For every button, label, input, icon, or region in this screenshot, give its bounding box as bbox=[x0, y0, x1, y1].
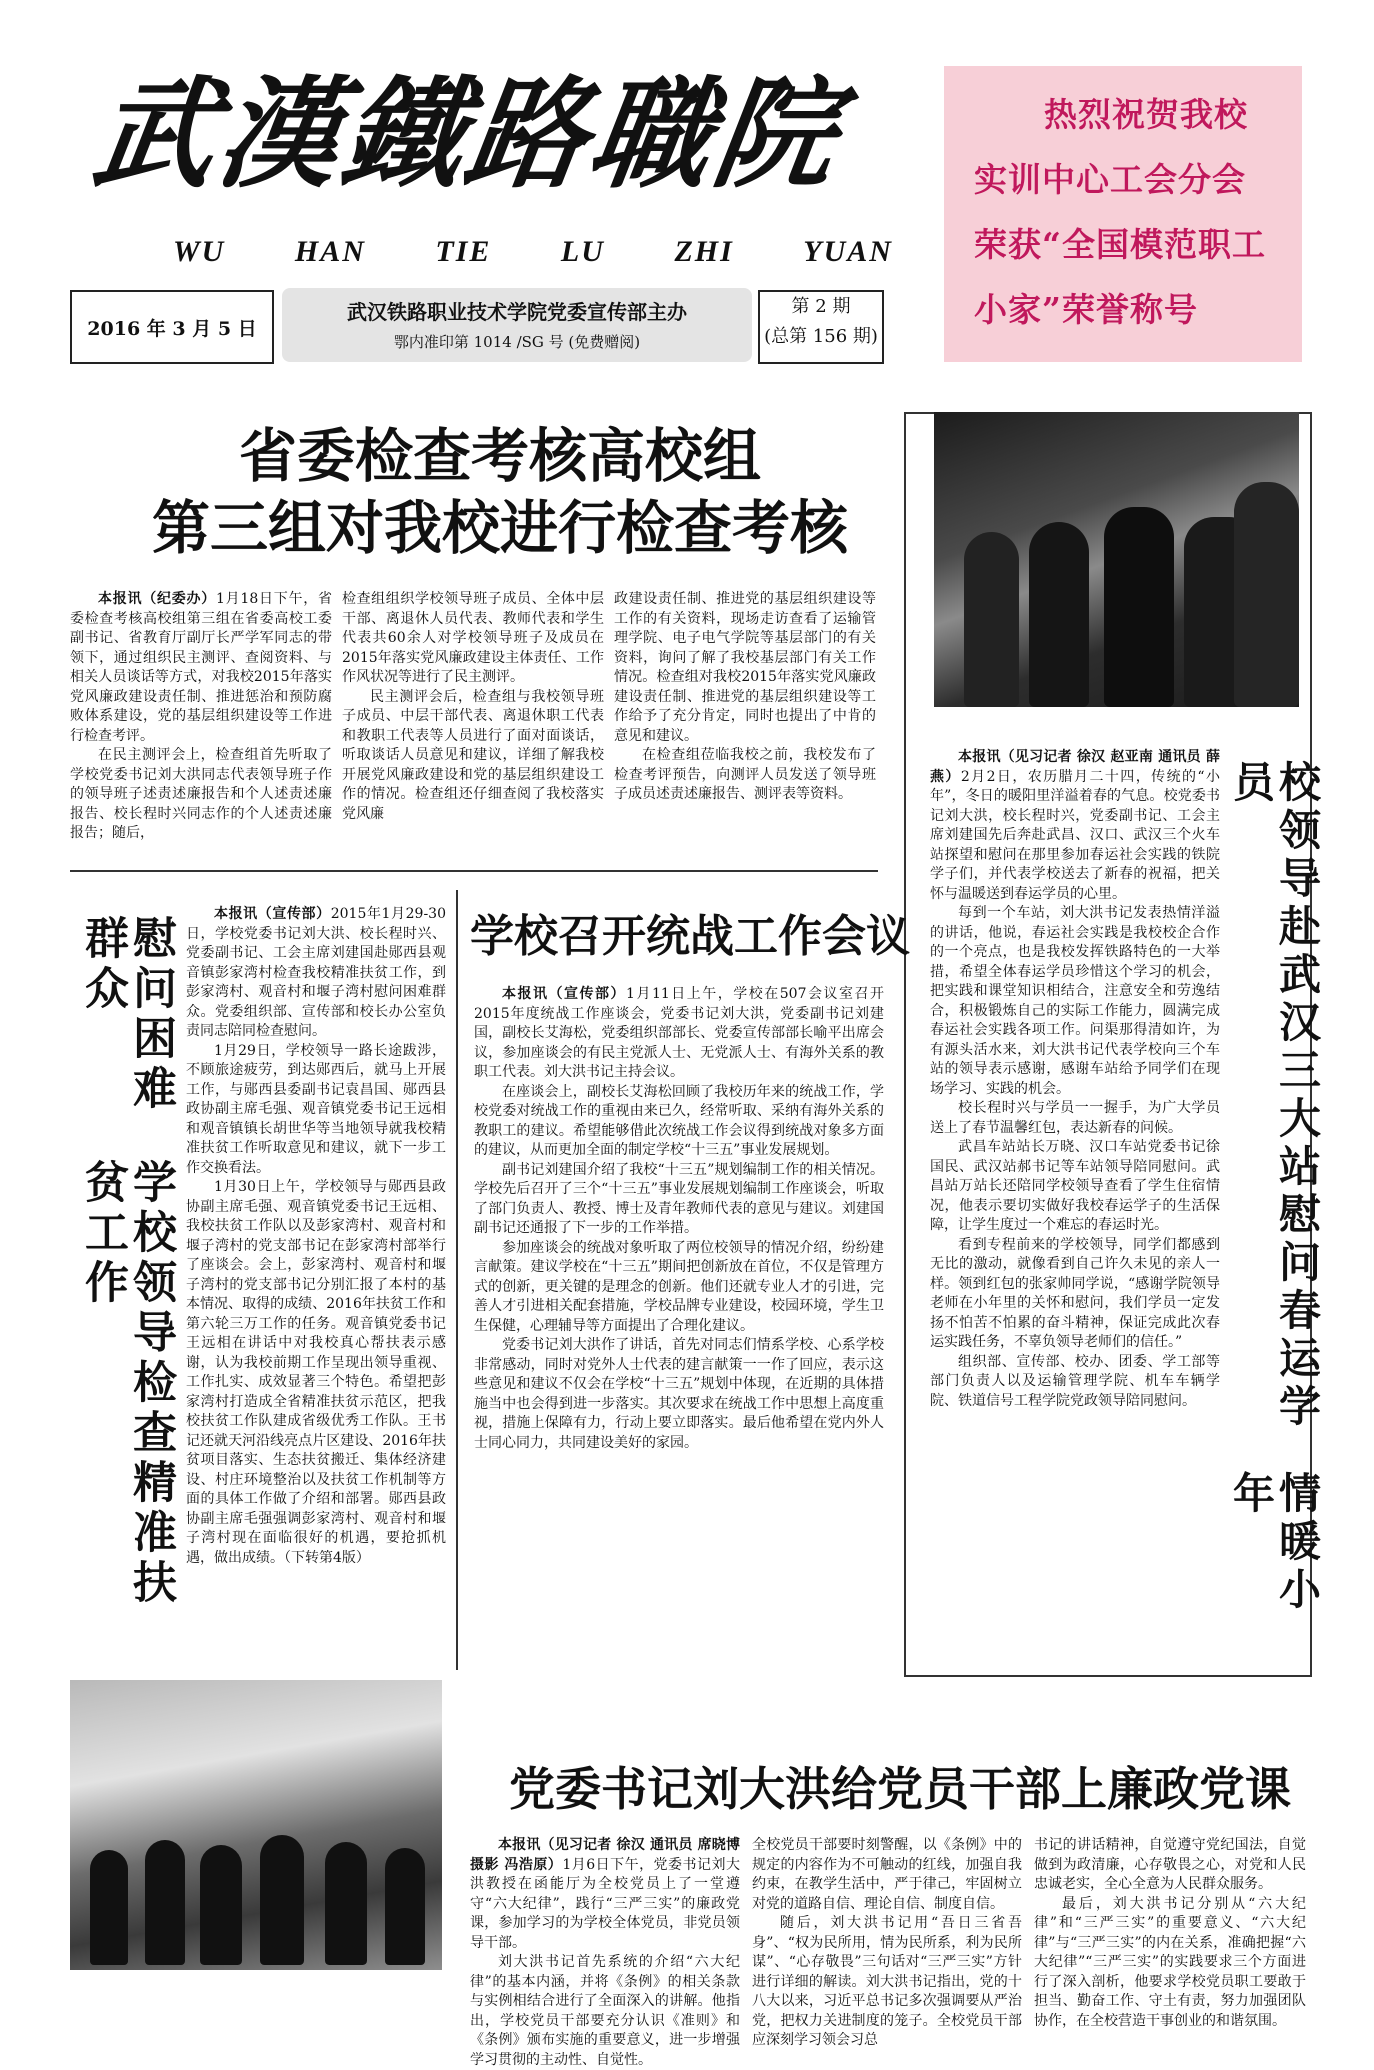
publisher-name: 武汉铁路职业技术学院党委宣传部主办 bbox=[347, 300, 687, 324]
paragraph: 民主测评会后，检查组与我校领导班子成员、中层干部代表、离退休职工代表和教职工代表等人员进行了面对面谈话，听取谈话人员意见和建议，详细了解我校开展党风廉政建设和党的基层组织建设工作的情况。检查组还仔细查阅了我校落实党风廉 bbox=[342, 688, 604, 822]
promo-line: 热烈祝贺我校 bbox=[1044, 95, 1248, 134]
paragraph: 2月2日，农历腊月二十四，传统的“小年”，冬日的暖阳里洋溢着春的气息。校党委书记刘大洪，校长程时兴，党委副书记、工会主席刘建国先后奔赴武昌、汉口、武汉三个火车站探望和慰问在那里参加春运社会实践的铁院学子们，并代表学校送去了新春的祝福，把关怀与温暖送到春运学员的心里。 bbox=[930, 768, 1220, 902]
article2-title bbox=[1228, 760, 1320, 1660]
paragraph: 最后，刘大洪书记分别从“六大纪律”和“三严三实”的重要意义、“六大纪律”与“三严三实”的内在关系，准确把握“六大纪律”“三严三实”的实践要求三个方面进行了深入剖析，他要求学校党员职工要敢于担当、勤奋工作、守土有责，努力加强团队协作，在全校营造干事创业的和谐氛围。 bbox=[1034, 1895, 1306, 2029]
article5-col1 bbox=[470, 1836, 740, 2070]
photo-poverty-visit bbox=[70, 1680, 442, 1970]
title-part: 慰问困难群众 bbox=[77, 915, 176, 1115]
article2-text bbox=[930, 748, 1220, 1411]
divider bbox=[456, 890, 458, 1670]
promo-line: 实训中心工会分会 bbox=[974, 160, 1246, 199]
headline-united-front: 学校召开统战工作会议 bbox=[470, 911, 910, 962]
promo-box bbox=[944, 66, 1302, 362]
headline-party-lecture: 党委书记刘大洪给党员干部上廉政党课 bbox=[509, 1762, 1291, 1816]
paragraph: 看到专程前来的学校领导，同学们都感到无比的激动，就像看到自己许久未见的亲人一样。领到红包的张家帅同学说，“感谢学院领导老师在小年里的关怀和慰问，我们学员一定发扬不怕苦不怕累的奋斗精神，保证完成此次春运实践任务，不辜负领导老师们的信任。” bbox=[930, 1236, 1220, 1350]
article3-title bbox=[78, 915, 174, 1635]
issue-number-box bbox=[758, 290, 884, 364]
paragraph: 每到一个车站，刘大洪书记发表热情洋溢的讲话，他说，春运社会实践是我校校企合作的一个亮点，也是我校发挥铁路特色的一大举措，希望全体春运学员珍惜这个学习的机会，把实践和课堂知识相结合，注意安全和劳逸结合，积极锻炼自己的实际工作能力，圆满完成春运社会实践各项工作。问渠那得清如许，为有源头活水来，刘大洪书记代表学校向三个车站的领导表示感谢，感谢车站给予同学们在现场学习、实践的机会。 bbox=[930, 905, 1220, 1097]
permit-number: 鄂内准印第 1014 /SG 号 (免费赠阅) bbox=[393, 333, 641, 351]
pinyin-word: LU bbox=[560, 235, 605, 268]
article1-col2 bbox=[342, 590, 604, 824]
byline: 本报讯（宣传部） bbox=[502, 986, 627, 1002]
article1-col1 bbox=[70, 590, 332, 844]
paragraph: 书记的讲话精神，自觉遵守党纪国法，自觉做到为政清廉，心存敬畏之心，对党和人民忠诚老实，全心全意为人民群众服务。 bbox=[1034, 1837, 1306, 1892]
paragraph: 在检查组莅临我校之前，我校发布了检查考评预告，向测评人员发送了领导班子成员述责述廉报告、测评表等资料。 bbox=[614, 747, 876, 802]
promo-line: 荣获“全国模范职工 bbox=[974, 225, 1266, 264]
masthead-pinyin bbox=[173, 235, 893, 269]
paragraph: 1月29日，学校领导一路长途跋涉，不顾旅途疲劳，到达郧西后，就马上开展工作，与郧西县委副书记袁昌国、郧西县政协副主席毛强、观音镇党委书记王远相和观音镇镇长胡世华等当地领导就我校精准扶贫工作听取意见和建议，就下一步工作交换看法。 bbox=[186, 1042, 446, 1176]
paragraph: 2015年1月29-30日，学校党委书记刘大洪、校长程时兴、党委副书记、工会主席刘建国赴郧西县观音镇彭家湾村检查我校精准扶贫工作，到彭家湾村、观音村和堰子湾村慰问困难群众。党委组织部、宣传部和校长办公室负责同志陪同检查慰问。 bbox=[186, 906, 446, 1039]
photo-station-visit bbox=[934, 412, 1299, 707]
byline: 本报讯（宣传部） bbox=[214, 906, 331, 922]
masthead bbox=[85, 60, 893, 268]
pinyin-word: WU bbox=[173, 235, 226, 268]
divider bbox=[70, 870, 878, 872]
headline-inspection bbox=[100, 420, 900, 564]
article3-text bbox=[186, 905, 446, 1568]
title-part: 校领导赴武汉三大站慰问春运学员 bbox=[1227, 760, 1322, 1432]
publisher-box bbox=[282, 288, 752, 362]
paragraph: 组织部、宣传部、校办、团委、学工部等部门负责人以及运输管理学院、机车车辆学院、铁道信号工程学院党政领导陪同慰问。 bbox=[930, 1353, 1220, 1409]
paragraph: 副书记刘建国介绍了我校“十三五”规划编制工作的相关情况。学校先后召开了三个“十三五”事业发展规划编制工作座谈会，听取了部门负责人、教授、博士及青年教师代表的意见与建议。刘建国副书记还通报了下一步的工作举措。 bbox=[474, 1161, 884, 1236]
pinyin-word: YUAN bbox=[803, 235, 893, 268]
headline-line: 第三组对我校进行检查考核 bbox=[151, 494, 848, 562]
title-part: 情暖小年 bbox=[1227, 1471, 1322, 1616]
paragraph: 校长程时兴与学员一一握手，为广大学员送上了春节温馨红包，表达新春的问候。 bbox=[930, 1100, 1220, 1136]
promo-line: 小家”荣誉称号 bbox=[974, 290, 1198, 329]
paragraph: 武昌车站站长万晓、汉口车站党委书记徐国民、武汉站郝书记等车站领导陪同慰问。武昌站万站长还陪同学校领导查看了学生住宿情况，他表示要切实做好我校春运学子的生活保障，让学生度过一个难忘的春运时光。 bbox=[930, 1139, 1220, 1233]
paragraph: 检查组组织学校领导班子成员、全体中层干部、离退休人员代表、教师代表和学生代表共60余人对学校领导班子及成员在2015年落实党风廉政建设主体责任、工作作风状况等进行了民主测评。 bbox=[342, 591, 604, 685]
byline: 本报讯（纪委办） bbox=[98, 591, 217, 607]
paragraph: 刘大洪书记首先系统的介绍“六大纪律”的基本内涵，并将《条例》的相关条款与实例相结合进行了全面深入的讲解。他指出，学校党员干部要充分认识《准则》和《条例》颁布实施的重要意义，进一步增强学习贯彻的主动性、自觉性。 bbox=[470, 1954, 740, 2068]
paragraph: 1月18日下午，省委检查考核高校组第三组在省委高校工委副书记、省教育厅副厅长严学军同志的带领下，通过组织民主测评、查阅资料、与相关人员谈话等方式，对我校2015年落实党风廉政建设责任制、推进惩治和预防腐败体系建设，党的基层组织建设等工作进行检查考评。 bbox=[70, 591, 332, 744]
article1-col3 bbox=[614, 590, 876, 805]
paragraph: 全校党员干部要时刻警醒，以《条例》中的规定的内容作为不可触动的红线，加强自我约束，在教学生活中，严于律己，牢固树立对党的道路自信、理论自信、制度自信。 bbox=[752, 1837, 1022, 1912]
paragraph: 1月11日上午，学校在507会议室召开2015年度统战工作座谈会，党委书记刘大洪，党委副书记刘建国，副校长艾海松，党委组织部部长、党委宣传部部长喻平出席会议，参加座谈会的有民主党派人士、无党派人士、有海外关系的教职工代表。刘大洪书记主持会议。 bbox=[474, 986, 885, 1080]
byline: 本报讯（见习记者 徐汉 通讯员 席晓博 摄影 冯浩原） bbox=[470, 1837, 740, 1873]
article4-text bbox=[474, 985, 884, 1453]
issue-total: (总第 156 期) bbox=[764, 326, 878, 347]
paragraph: 1月30日上午，学校领导与郧西县政协副主席毛强、观音镇党委书记王远相、我校扶贫工作队以及彭家湾村、观音村和堰子湾村的党支部书记在彭家湾村部举行了座谈会。会上，彭家湾村、观音村和堰子湾村的党支部书记分别汇报了本村的基本情况、取得的成绩、2016年扶贫工作和第六轮三万工作的任务。观音镇党委书记王远相在讲话中对我校真心帮扶表示感谢，认为我校前期工作呈现出领导重视、工作扎实、成效显著三个特色。希望把彭家湾村打造成全省精准扶贫示范区，把我校扶贫工作队建成省级优秀工作队。王书记还就天河沿线亮点片区建设、2016年扶贫项目落实、生态扶贫搬迁、集体经济建设、村庄环境整治以及扶贫工作机制等方面的具体工作做了介绍和部署。郧西县政协副主席毛强强调彭家湾村、观音村和堰子湾村现在面临很好的机遇，要抢抓机遇，做出成绩。（下转第4版） bbox=[186, 1179, 446, 1566]
issue-date: 2016 年 3 月 5 日 bbox=[70, 290, 274, 364]
paragraph: 1月6日下午，党委书记刘大洪教授在函能厅为全校党员上了一堂遵守“六大纪律”，践行“三严三实”的廉政党课，参加学习的为学校全体党员，非党员领导干部。 bbox=[470, 1856, 740, 1951]
paragraph: 随后，刘大洪书记用“吾日三省吾身”、“权为民所用，情为民所系，利为民所谋”、“心存敬畏”三句话对“三严三实”方针进行详细的解读。刘大洪书记指出，党的十八大以来，习近平总书记多次强调要从严治党，把权力关进制度的笼子。全校党员干部应深刻学习领会习总 bbox=[752, 1915, 1022, 2048]
paragraph: 参加座谈会的统战对象听取了两位校领导的情况介绍，纷纷建言献策。建议学校在“十三五”期间把创新放在首位，不仅是管理方式的创新，更关键的是理念的创新。他们还就专业人才的引进，完善人才引进相关配套措施，学校品牌专业建设，校园环境，学生卫生保健，心理辅导等方面提出了合理化建议。 bbox=[474, 1239, 884, 1334]
pinyin-word: ZHI bbox=[674, 235, 734, 268]
paragraph: 党委书记刘大洪作了讲话，首先对同志们情系学校、心系学校非常感动，同时对党外人士代表的建言献策一一作了回应，表示这些意见和建议不仅会在学校“十三五”规划中体现，在近期的具体措施当中也会得到进一步落实。其次要求在统战工作中思想上高度重视，措施上保障有力，行动上要立即落实。最后他希望在党内外人士同心同力，共同建设美好的家园。 bbox=[474, 1337, 884, 1451]
headline-line: 省委检查考核高校组 bbox=[238, 422, 761, 490]
pinyin-word: TIE bbox=[435, 235, 492, 268]
masthead-title: 武漢鐵路職院 bbox=[85, 64, 849, 205]
title-part: 学校领导检查精准扶贫工作 bbox=[77, 1159, 176, 1609]
byline: 本报讯（见习记者 徐汉 赵亚南 通讯员 薛燕） bbox=[930, 749, 1220, 785]
paragraph: 在座谈会上，副校长艾海松回顾了我校历年来的统战工作，学校党委对统战工作的重视由来已久，经常听取、采纳有海外关系的教职工的建议。希望能够借此次统战工作会议得到统战对象多方面的建议，从而更加全面的制定学校“十三五”事业发展规划。 bbox=[474, 1083, 884, 1158]
pinyin-word: HAN bbox=[294, 235, 366, 268]
paragraph: 在民主测评会上，检查组首先听取了学校党委书记刘大洪同志代表领导班子作的领导班子述责述廉报告和个人述责述廉报告、校长程时兴同志作的个人述责述廉报告；随后， bbox=[70, 747, 332, 841]
paragraph: 政建设责任制、推进党的基层组织建设等工作的有关资料，现场走访查看了运输管理学院、电子电气学院等基层部门的有关资料，询问了解了我校基层部门有关工作情况。检查组对我校2015年落实党风廉政建设责任制、推进党的基层组织建设等工作给予了充分肯定，同时也提出了中肯的意见和建议。 bbox=[614, 591, 876, 744]
article5-col2 bbox=[752, 1836, 1022, 2051]
issue-number: 第 2 期 bbox=[791, 296, 851, 317]
article5-col3 bbox=[1034, 1836, 1306, 2031]
